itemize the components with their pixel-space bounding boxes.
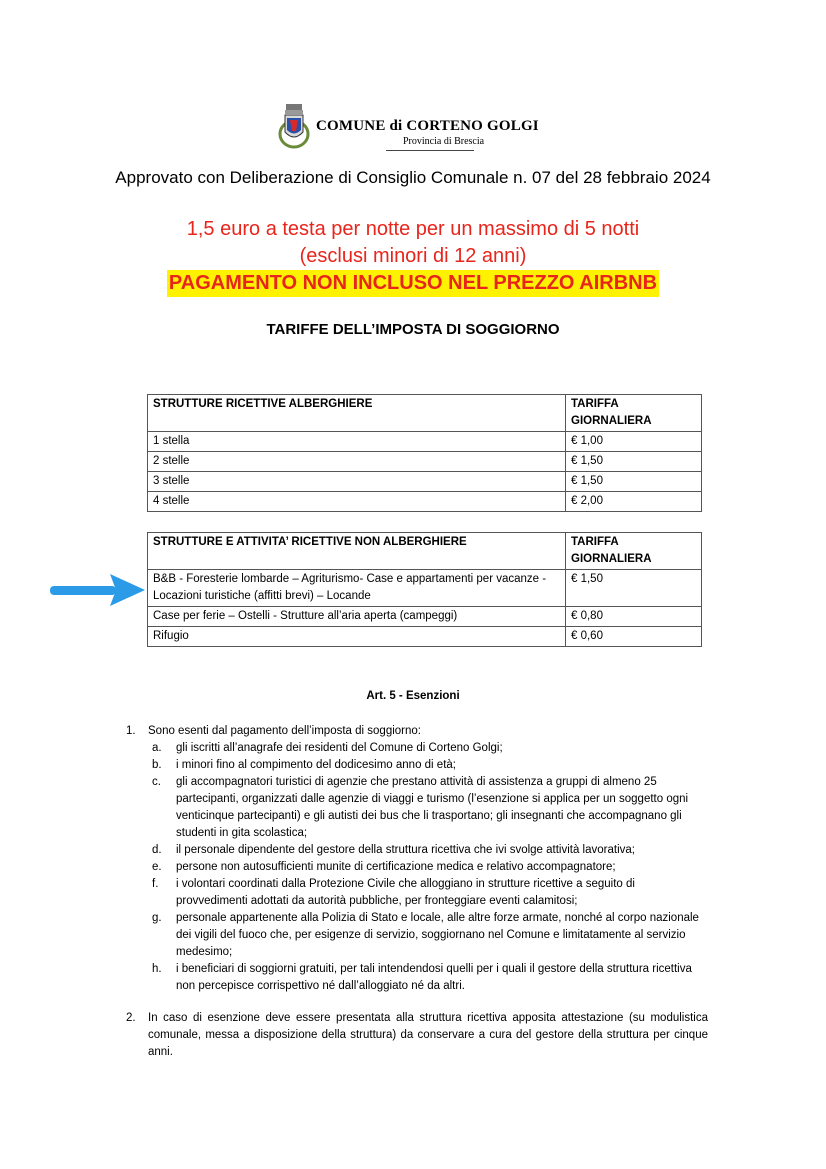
table-row	[148, 627, 702, 647]
table-cell: Rifugio	[148, 627, 566, 647]
sub-item	[148, 774, 708, 842]
sub-item-letter: g.	[152, 912, 162, 924]
table-cell: Case per ferie – Ostelli - Strutture all’aria aperta (campeggi)	[148, 607, 566, 627]
item-number: 1.	[126, 725, 136, 737]
table-cell: € 1,50	[566, 472, 702, 492]
arrow-right-icon	[48, 572, 148, 608]
table-cell: € 0,60	[566, 627, 702, 647]
payment-warning-row	[0, 270, 826, 297]
sub-item-letter: d.	[152, 844, 162, 856]
municipality-header	[276, 100, 576, 152]
table-header-row	[148, 533, 702, 570]
exemptions-article	[118, 723, 708, 1061]
table-cell: 2 stelle	[148, 452, 566, 472]
sub-item-text: il personale dipendente del gestore della struttura ricettiva che ivi svolge attività lavorativa;	[176, 844, 635, 856]
sub-item-text: personale appartenente alla Polizia di Stato e locale, alle altre forze armate, nonché al corpo nazionale dei vigili del fuoco che, per esigenze di servizio, soggiornano nel Comune e limitatamente al servizio medesimo;	[176, 912, 699, 958]
table-cell: € 1,50	[566, 570, 702, 607]
sub-item-text: gli accompagnatori turistici di agenzie che prestano attività di assistenza a gruppi di almeno 25 partecipanti, organizzati dalle agenzie di viaggi e turismo (l’esenzione si applica per un soggetto ogni venticinque partecipanti) e gli autisti dei bus che li trasportano; gli insegnanti che accompagnano gli studenti in gita scolastica;	[176, 776, 689, 839]
sub-item-letter: e.	[152, 861, 162, 873]
sub-item	[148, 842, 708, 859]
tax-rate-notice: 1,5 euro a testa per notte per un massimo di 5 notti	[186, 218, 640, 240]
article-title: Art. 5 - Esenzioni	[366, 690, 460, 702]
sub-item	[148, 740, 708, 757]
sub-item	[148, 876, 708, 910]
list-item	[118, 723, 708, 995]
payment-warning: PAGAMENTO NON INCLUSO NEL PREZZO AIRBNB	[167, 270, 659, 297]
table-cell: 4 stelle	[148, 492, 566, 512]
header-divider	[386, 150, 474, 151]
sub-item-text: i volontari coordinati dalla Protezione Civile che alloggiano in strutture ricettive a seguito di provvedimenti adottati da autorità pubbliche, per fronteggiare eventi calamitosi;	[176, 878, 635, 907]
sub-item	[148, 757, 708, 774]
table-row	[148, 452, 702, 472]
non-hotel-tariffs-table	[147, 532, 702, 647]
sub-item-text: i minori fino al compimento del dodicesimo anno di età;	[176, 759, 456, 771]
municipality-name: COMUNE di CORTENO GOLGI	[316, 118, 539, 134]
table-cell: € 0,80	[566, 607, 702, 627]
table-cell: € 1,00	[566, 432, 702, 452]
coat-of-arms-icon	[276, 100, 312, 150]
list-item	[118, 1010, 708, 1061]
column-header: STRUTTURE RICETTIVE ALBERGHIERE	[148, 395, 566, 432]
sub-item-letter: f.	[152, 878, 159, 890]
tariffs-title: TARIFFE DELL’IMPOSTA DI SOGGIORNO	[266, 321, 560, 338]
sub-item	[148, 961, 708, 995]
table-row	[148, 472, 702, 492]
table-row	[148, 570, 702, 607]
sub-item-letter: b.	[152, 759, 162, 771]
sub-item	[148, 910, 708, 961]
table-row	[148, 607, 702, 627]
sub-item-letter: c.	[152, 776, 161, 788]
approval-statement: Approvato con Deliberazione di Consiglio Comunale n. 07 del 28 febbraio 2024	[115, 168, 711, 187]
sub-item	[148, 859, 708, 876]
sub-item-letter: a.	[152, 742, 162, 754]
minors-exclusion-notice: (esclusi minori di 12 anni)	[299, 245, 527, 267]
sub-item-text: gli iscritti all’anagrafe dei residenti del Comune di Corteno Golgi;	[176, 742, 503, 754]
column-header: STRUTTURE E ATTIVITA’ RICETTIVE NON ALBERGHIERE	[148, 533, 566, 570]
table-cell: B&B - Foresterie lombarde – Agriturismo- Case e appartamenti per vacanze - Locazioni turistiche (affitti brevi) – Locande	[148, 570, 566, 607]
sub-item-text: persone non autosufficienti munite di certificazione medica e relativo accompagnatore;	[176, 861, 616, 873]
column-header: TARIFFA GIORNALIERA	[566, 395, 702, 432]
table-row	[148, 432, 702, 452]
province-name: Provincia di Brescia	[403, 136, 485, 147]
sub-item-text: i beneficiari di soggiorni gratuiti, per tali intendendosi quelli per i quali il gestore della struttura ricettiva non percepisce corrispettivo né dall’alloggiato né da altri.	[176, 963, 692, 992]
item-text: In caso di esenzione deve essere presentata alla struttura ricettiva apposita attestazione (su modulistica comunale, messa a disposizione della struttura) da conservare a cura del gestore della struttura per cinque anni.	[148, 1012, 708, 1058]
table-header-row	[148, 395, 702, 432]
hotel-tariffs-table	[147, 394, 702, 512]
table-cell: 1 stella	[148, 432, 566, 452]
table-cell: € 1,50	[566, 452, 702, 472]
item-number: 2.	[126, 1012, 136, 1024]
table-row	[148, 492, 702, 512]
column-header: TARIFFA GIORNALIERA	[566, 533, 702, 570]
table-cell: 3 stelle	[148, 472, 566, 492]
table-cell: € 2,00	[566, 492, 702, 512]
item-text: Sono esenti dal pagamento dell’imposta di soggiorno:	[148, 725, 421, 737]
sub-item-letter: h.	[152, 963, 162, 975]
